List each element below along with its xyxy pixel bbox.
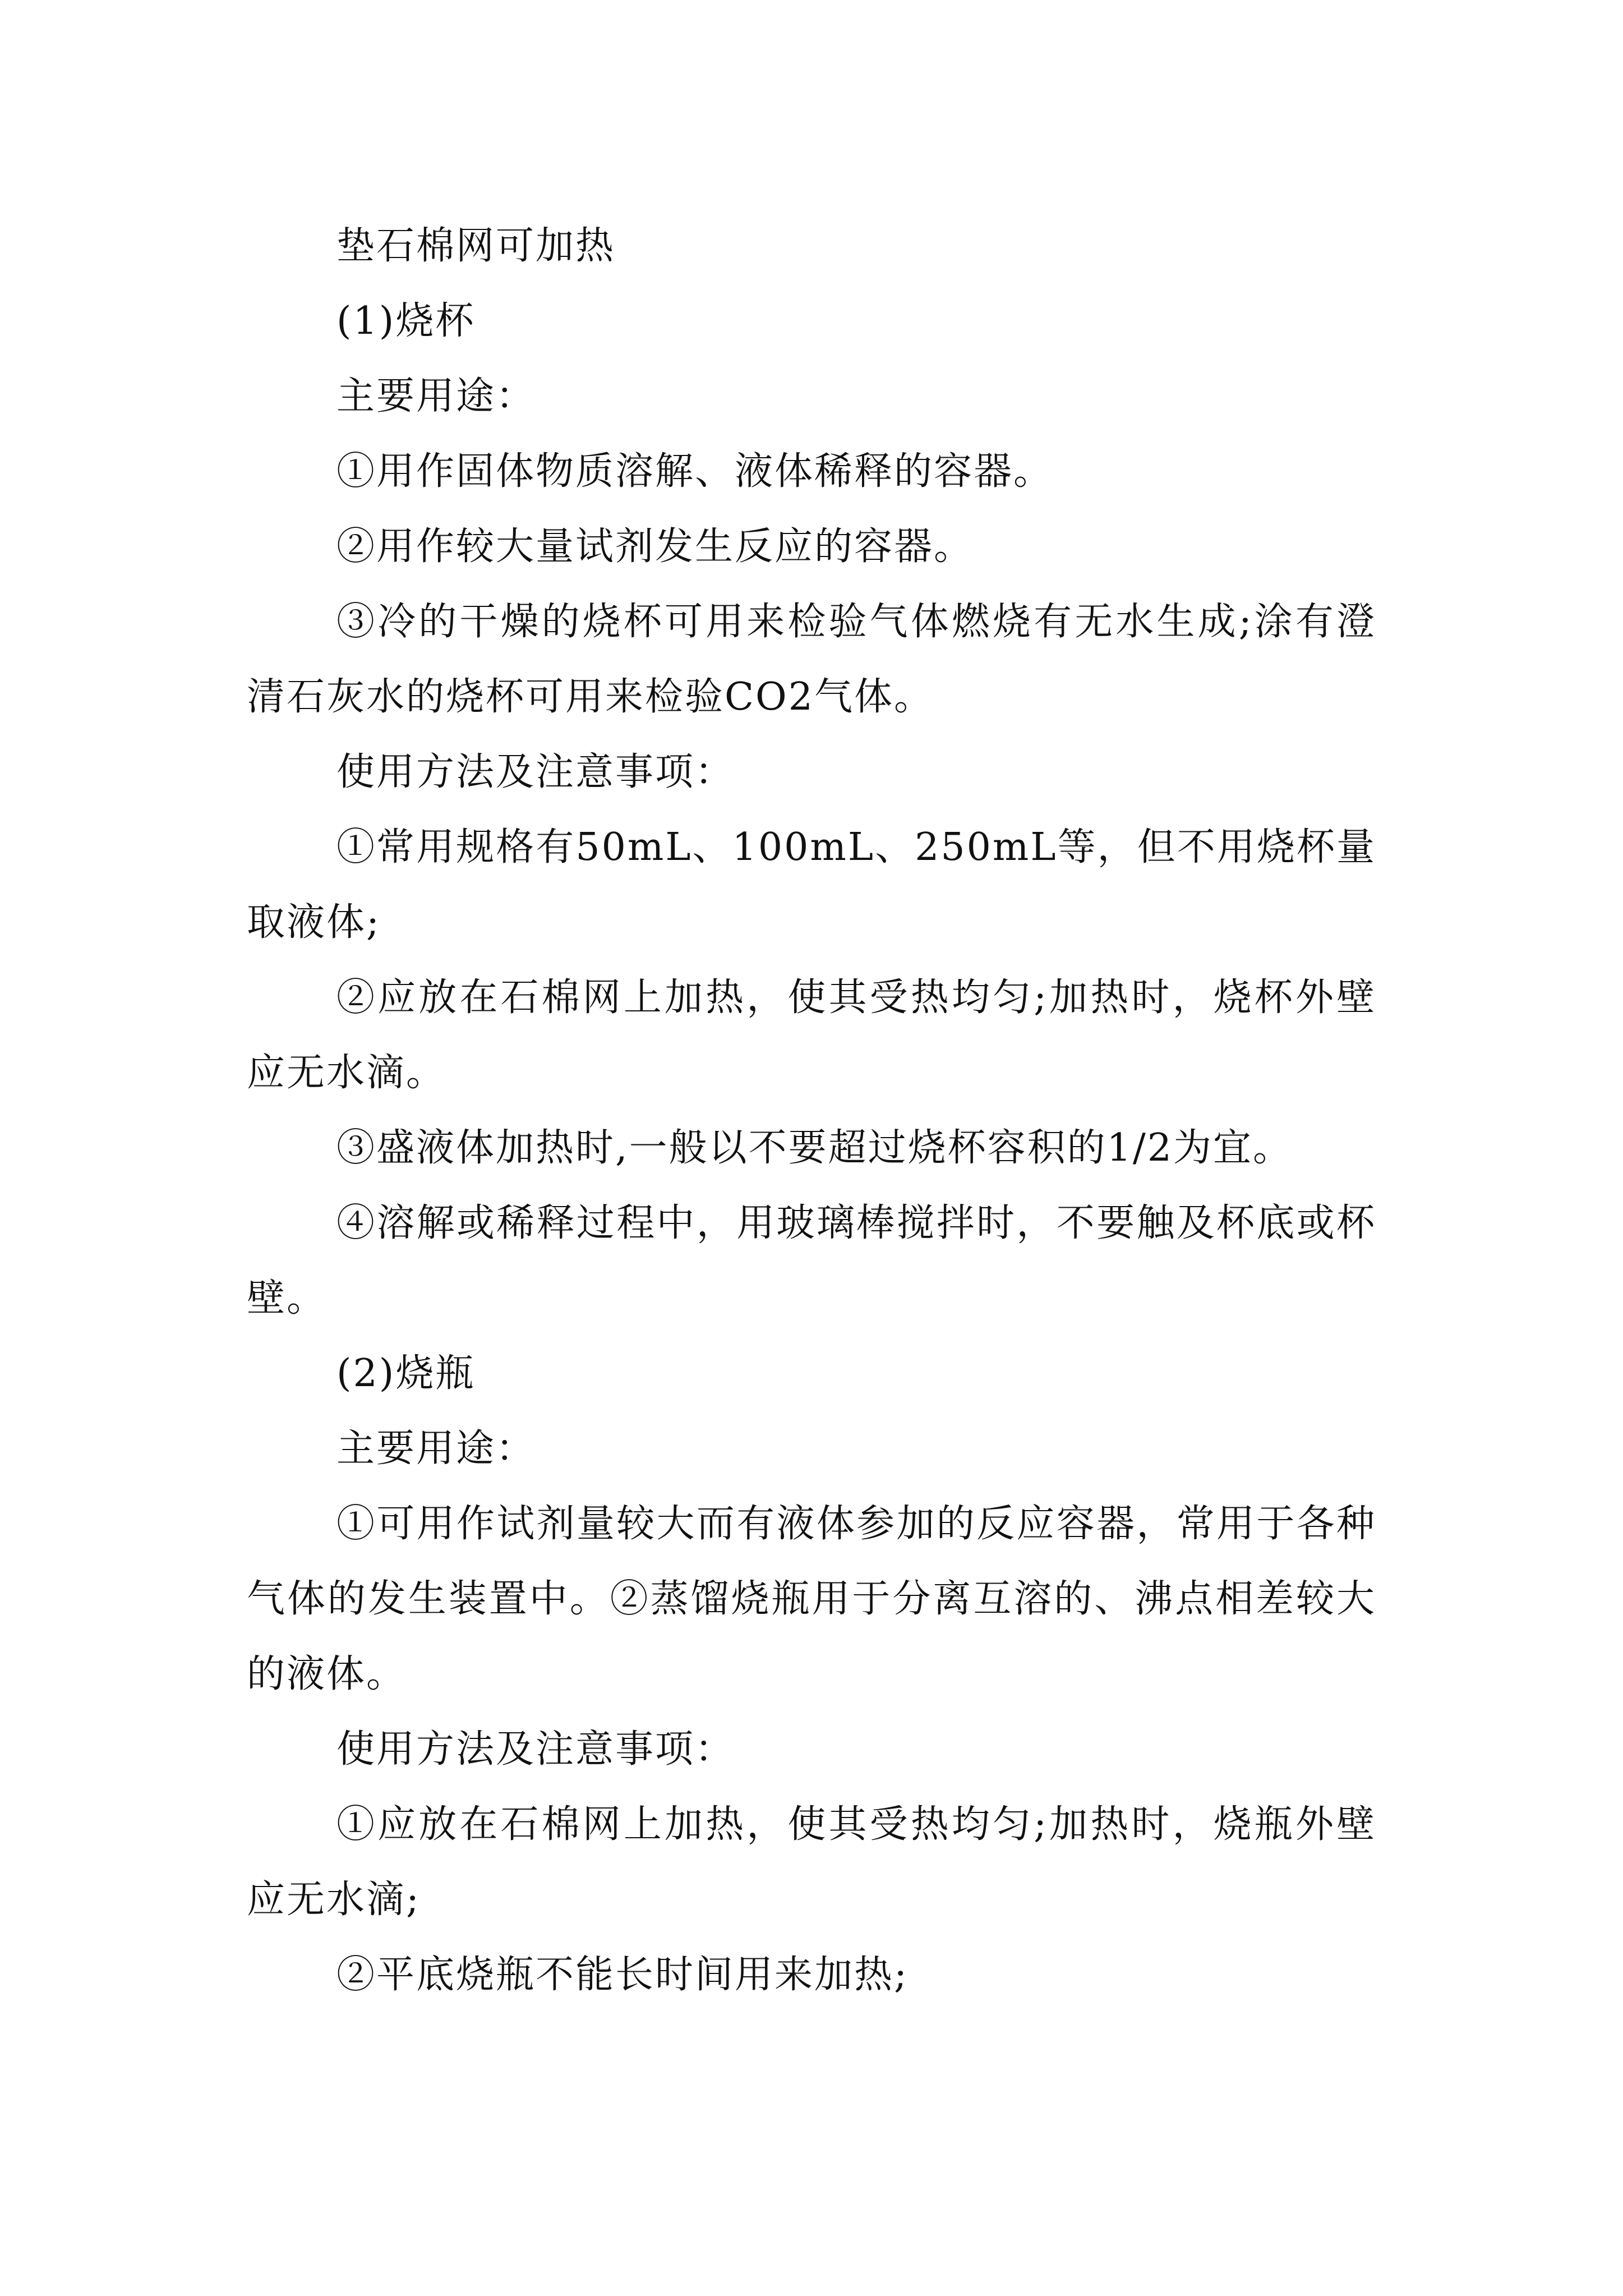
list-item-note-3: ③盛液体加热时,一般以不要超过烧杯容积的1/2为宜。 — [336, 1126, 1293, 1170]
list-item-note-4: ④溶解或稀释过程中，用玻璃棒搅拌时，不要触及杯底或杯壁。 — [247, 1201, 1376, 1320]
paragraph-heating-note: 垫石棉网可加热 — [336, 224, 616, 268]
subheading-main-uses: 主要用途： — [336, 1427, 536, 1471]
section-heading-flask: (2)烧瓶 — [336, 1351, 476, 1396]
list-item-note-2: ②应放在石棉网上加热，使其受热均匀;加热时，烧杯外壁应无水滴。 — [247, 976, 1376, 1095]
subheading-usage-notes: 使用方法及注意事项： — [336, 1727, 735, 1772]
list-item-flask-note-1: ①应放在石棉网上加热，使其受热均匀;加热时，烧瓶外壁应无水滴; — [247, 1802, 1376, 1922]
document-body — [247, 209, 1376, 2013]
list-item-use-2: ②用作较大量试剂发生反应的容器。 — [336, 524, 974, 569]
list-item-flask-note-2: ②平底烧瓶不能长时间用来加热; — [336, 1953, 909, 1997]
list-item-use-1: ①用作固体物质溶解、液体稀释的容器。 — [336, 449, 1054, 494]
subheading-main-uses: 主要用途： — [336, 374, 536, 418]
list-item-use-3: ③冷的干燥的烧杯可用来检验气体燃烧有无水生成;涂有澄清石灰水的烧杯可用来检验CO2气体。 — [247, 600, 1376, 719]
list-item-flask-use: ①可用作试剂量较大而有液体参加的反应容器，常用于各种气体的发生装置中。②蒸馏烧瓶用于分离互溶的、沸点相差较大的液体。 — [247, 1502, 1376, 1696]
list-item-note-1: ①常用规格有50mL、100mL、250mL等，但不用烧杯量取液体; — [247, 825, 1376, 945]
subheading-usage-notes: 使用方法及注意事项： — [336, 750, 735, 794]
section-heading-beaker: (1)烧杯 — [336, 299, 476, 343]
